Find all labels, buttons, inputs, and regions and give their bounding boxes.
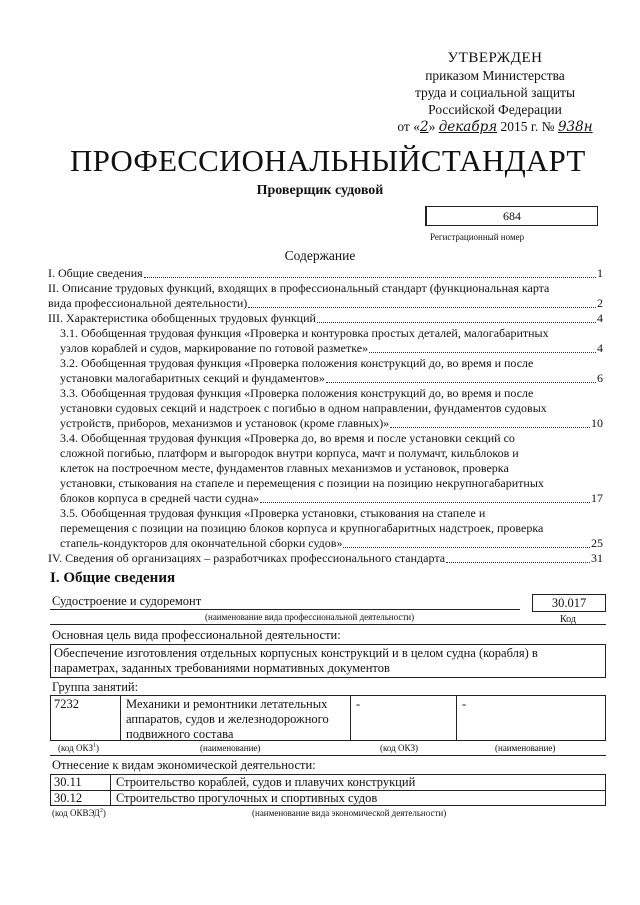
activity-caption: (наименование вида профессиональной деятельности) [205, 612, 415, 622]
toc-item-text: блоков корпуса в средней части судна» [60, 491, 260, 505]
approval-line-2: приказом Министерства [425, 68, 565, 83]
toc-item-text: клеток на построечном месте, фундаментов главных механизмов и установок, проверка [60, 461, 509, 475]
toc-item-text: установки малогабаритных секций и фундаментов» [60, 371, 325, 385]
code-caption: Код [560, 614, 576, 625]
goal-label: Основная цель вида профессиональной деятельности: [52, 628, 341, 642]
toc-item-text: II. Описание трудовых функций, входящих в профессиональный стандарт (функциональная карта [48, 281, 550, 295]
toc-item-text: установки судовых секций и надстроек с погибью в одном направлении, фундаментов судовых [60, 401, 547, 415]
okved-caption [52, 808, 106, 818]
page-title: ПРОФЕССИОНАЛЬНЫЙСТАНДАРТ [70, 143, 586, 178]
divider [50, 755, 606, 756]
toc-item-text: устройств, приборов, механизмов и установок (кроме главных)» [60, 416, 390, 430]
econ-code: 30.12 [54, 791, 83, 805]
toc-item[interactable] [48, 431, 603, 506]
divider [50, 624, 606, 625]
activity-underline [50, 609, 520, 610]
toc-item-text: установки, стыкования на стапеле и перемещения с позиции на позицию некрупногабаритных [60, 476, 544, 490]
footnote-ref: 1 [93, 743, 96, 749]
toc-item-text: сложной погибью, платформ и выгородок внутри корпуса, мачт и полумачт, кильблоков и [60, 446, 519, 460]
order-number: 938н [557, 119, 593, 135]
toc-item-text: узлов кораблей и судов, маркирование по готовой разметке» [60, 341, 369, 355]
toc-page: 2 [597, 296, 603, 310]
okz-caption-close: ) [96, 743, 99, 753]
econ-name: Строительство кораблей, судов и плавучих конструкций [116, 775, 416, 789]
approval-block [385, 50, 605, 136]
registration-number-label: Регистрационный номер [430, 232, 525, 242]
occupation-name-line-1: Механики и ремонтники летательных [126, 697, 328, 711]
table-divider [456, 695, 457, 741]
toc-item-text: 3.5. Обобщенная трудовая функция «Проверка установки, стыкования на стапеле и [60, 506, 486, 520]
econ-name: Строительство прогулочных и спортивных судов [116, 791, 378, 805]
toc-page: 4 [597, 341, 603, 355]
toc-item[interactable] [48, 311, 603, 326]
econ-label: Отнесение к видам экономической деятельности: [52, 758, 316, 772]
approval-line-4: Российской Федерации [428, 102, 562, 117]
toc-item-text: стапель-кондукторов для окончательной сборки судов» [60, 536, 343, 550]
occupation-name-line-2: аппаратов, судов и железнодорожного [126, 712, 329, 726]
econ-name-caption: (наименование вида экономической деятельности) [252, 808, 447, 818]
section-heading: I. Общие сведения [50, 570, 176, 586]
date-month: декабря [438, 119, 498, 135]
occupation-name-line-3: подвижного состава [126, 727, 234, 741]
toc-page: 25 [591, 536, 603, 550]
toc-item-text: IV. Сведения об организациях – разработчиках профессионального стандарта [48, 551, 446, 565]
toc-item[interactable] [48, 551, 603, 566]
toc-item[interactable] [48, 326, 603, 356]
table-divider [110, 774, 111, 806]
goal-text-line-2: параметрах, заданных требованиями нормативных документов [54, 661, 390, 675]
activity-name: Судостроение и судоремонт [52, 594, 202, 608]
toc-page: 1 [597, 266, 603, 280]
okved-caption-text: (код ОКВЭД [52, 808, 100, 818]
occupation-name-2: - [462, 697, 467, 711]
econ-code: 30.11 [54, 775, 82, 789]
toc-item-text: 3.2. Обобщенная трудовая функция «Проверка положения конструкций до, во время и после [60, 356, 534, 370]
okz-caption-2: (код ОКЗ) [380, 743, 418, 753]
approval-date-line [385, 118, 605, 136]
table-of-contents [48, 266, 603, 566]
toc-item-text: перемещения с позиции на позицию блоков корпуса и крупногабаритных надстроек, проверка [60, 521, 544, 535]
toc-item[interactable] [48, 386, 603, 431]
okved-caption-close: ) [102, 808, 106, 818]
registration-number-box: 684 [425, 206, 598, 226]
occupations-label: Группа занятий: [52, 680, 139, 694]
name-caption: (наименование) [200, 743, 261, 753]
toc-item[interactable] [48, 506, 603, 551]
toc-page: 4 [597, 311, 603, 325]
toc-page: 31 [591, 551, 603, 565]
date-mid: » [428, 119, 436, 134]
toc-item[interactable] [48, 356, 603, 386]
occupation-code: 7232 [54, 697, 79, 711]
date-year: 2015 г. № [500, 119, 555, 134]
approval-line-3: труда и социальной защиты [414, 85, 576, 100]
okz-caption [58, 743, 99, 753]
toc-item-text: I. Общие сведения [48, 266, 143, 280]
contents-heading: Содержание [284, 248, 356, 263]
footnote-ref: 2 [99, 808, 103, 814]
occupation-code-2: - [356, 697, 361, 711]
toc-page: 17 [591, 491, 603, 505]
toc-item-text: 3.4. Обобщенная трудовая функция «Проверка до, во время и после установки секций со [60, 431, 515, 445]
toc-item-text: III. Характеристика обобщенных трудовых функций [48, 311, 316, 325]
date-prefix: от « [397, 119, 420, 134]
toc-item-text: 3.3. Обобщенная трудовая функция «Проверка положения конструкций до, во время и после [60, 386, 534, 400]
table-divider [350, 695, 351, 741]
toc-item[interactable] [48, 266, 603, 281]
approval-heading: УТВЕРЖДЕН [447, 50, 543, 66]
toc-item-text: вида профессиональной деятельности) [48, 296, 248, 310]
toc-page: 6 [597, 371, 603, 385]
toc-item-text: 3.1. Обобщенная трудовая функция «Проверка и контуровка простых деталей, малогабаритных [60, 326, 549, 340]
toc-page: 10 [591, 416, 603, 430]
name-caption-2: (наименование) [495, 743, 556, 753]
activity-code-box: 30.017 [532, 594, 606, 612]
page-subtitle: Проверщик судовой [256, 183, 384, 198]
date-day: 2 [419, 119, 429, 135]
toc-item[interactable] [48, 281, 603, 311]
okz-caption-text: (код ОКЗ [58, 743, 93, 753]
goal-text-line-1: Обеспечение изготовления отдельных корпусных конструкций и в целом судна (корабля) в [54, 646, 538, 660]
table-divider [120, 695, 121, 741]
